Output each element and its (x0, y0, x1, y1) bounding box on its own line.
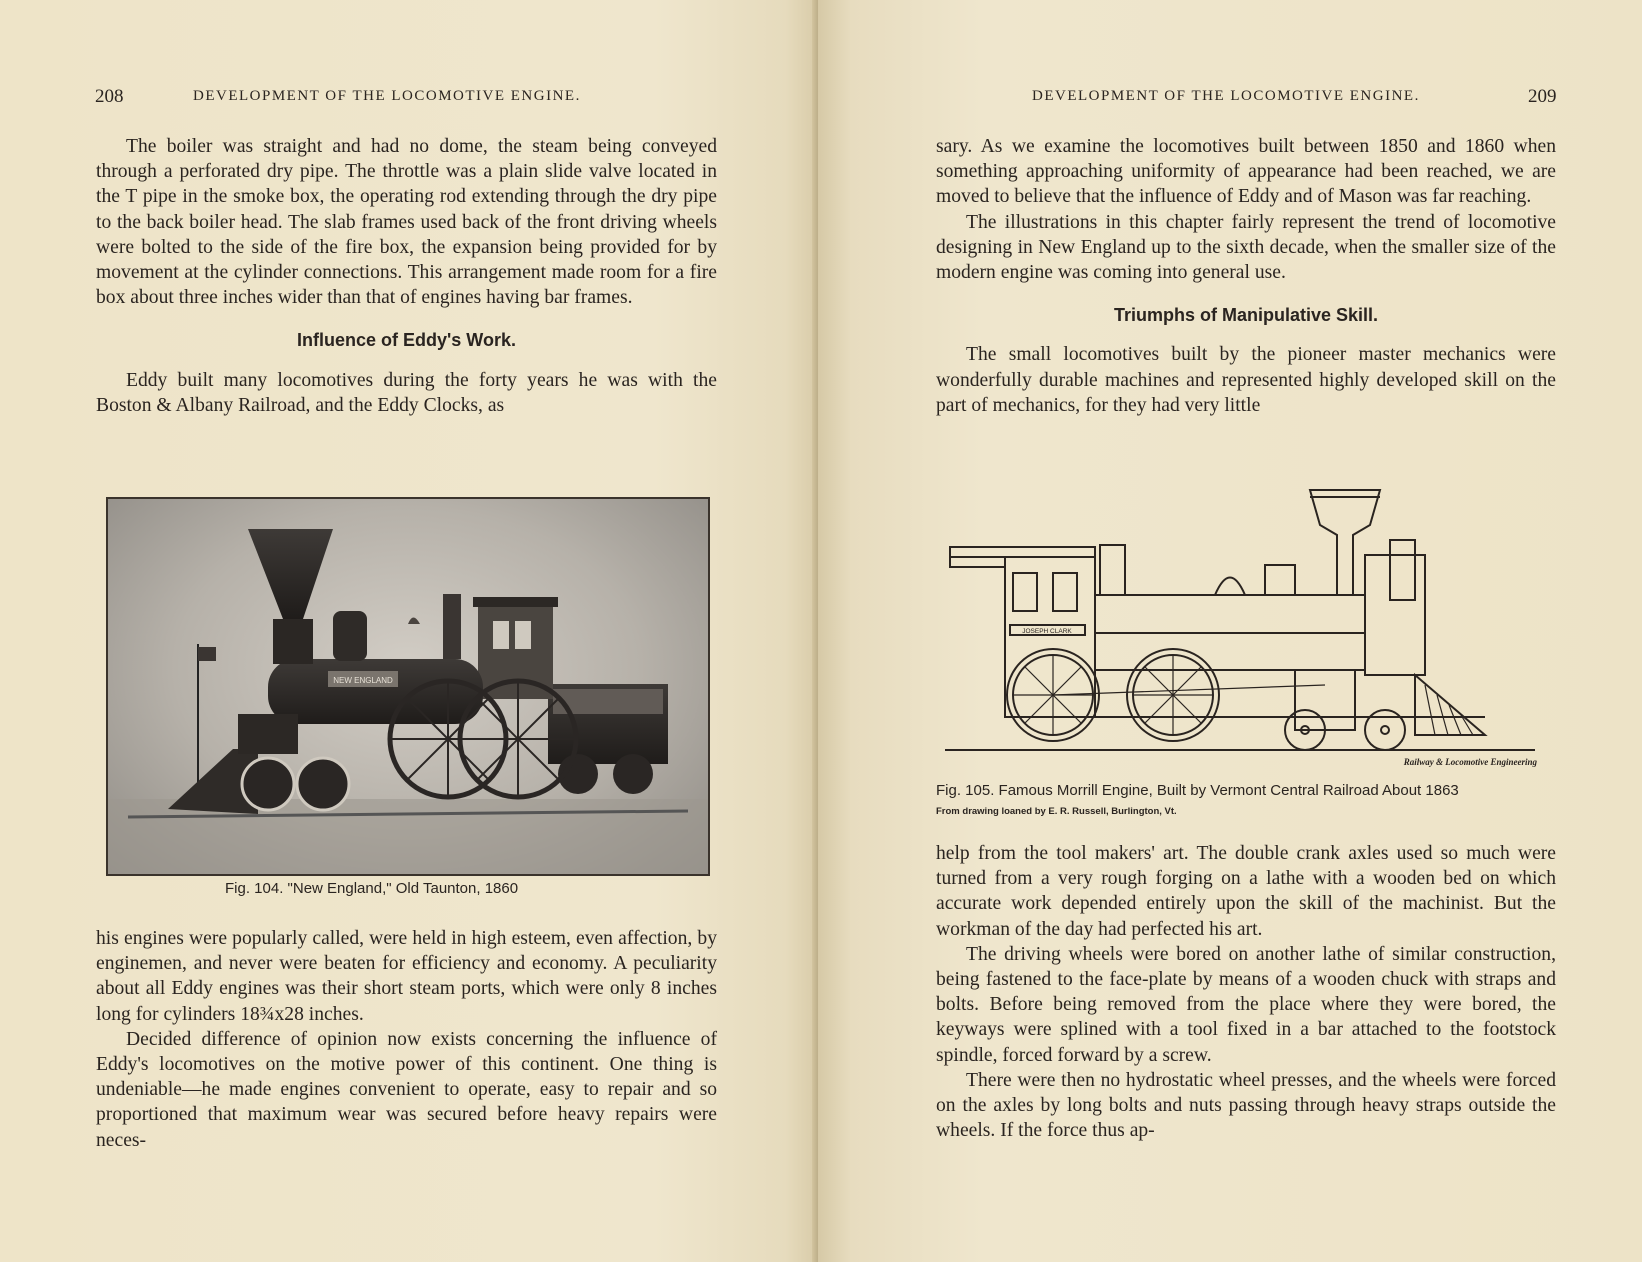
right-paragraph-5: The driving wheels were bored on another lathe of similar construction, being fastened to the face-plate by means of a wooden chuck with straps and bolts. Before being removed from the place where they were bored, the keyways were splined with a tool fixed in a bar attached to the footstock spindle, forced forward by a screw. (936, 943, 1556, 1066)
page-number-right: 209 (1528, 86, 1557, 107)
right-paragraph-6: There were then no hydrostatic wheel presses, and the wheels were forced on the axles by long bolts and nuts passing through heavy straps outside the wheels. If the force thus ap- (936, 1069, 1556, 1142)
right-paragraph-2: The illustrations in this chapter fairly represent the trend of locomotive designing in New England up to the sixth decade, when the smaller size of the modern engine was coming into general use. (936, 211, 1556, 284)
right-column-bottom (936, 841, 1556, 1143)
left-paragraph-2: Eddy built many locomotives during the forty years he was with the Boston & Albany Railroad, and the Eddy Clocks, as (96, 369, 717, 416)
running-head-left: DEVELOPMENT OF THE LOCOMOTIVE ENGINE. (193, 88, 581, 104)
left-column-top (96, 134, 717, 418)
right-paragraph-1: sary. As we examine the locomotives built between 1850 and 1860 when something approaching uniformity of appearance had been reached, we are moved to believe that the influence of Eddy and of Mason was far reaching. (936, 136, 1556, 208)
page-number-left: 208 (95, 86, 124, 107)
morrill-engine-drawing (945, 485, 1545, 770)
figure-105-caption: Fig. 105. Famous Morrill Engine, Built by Vermont Central Railroad About 1863 (936, 782, 1459, 799)
left-paragraph-4: Decided difference of opinion now exists concerning the influence of Eddy's locomotives on the motive power of this continent. One thing is undeniable—he made engines convenient to operate, easy to repair and so proportioned that maximum wear was secured before heavy repairs were neces- (96, 1028, 717, 1151)
right-paragraph-3: The small locomotives built by the pioneer master mechanics were wonderfully durable machines and represented highly developed skill on the part of mechanics, for they had very little (936, 344, 1556, 416)
drawing-credit: Railway & Locomotive Engineering (1403, 757, 1537, 767)
running-head-right: DEVELOPMENT OF THE LOCOMOTIVE ENGINE. (1032, 88, 1420, 104)
figure-104-caption: Fig. 104. "New England," Old Taunton, 1860 (225, 880, 519, 897)
right-column-top (936, 134, 1556, 418)
left-page (0, 0, 818, 1262)
cab-label-joseph-clark: JOSEPH CLARK (1022, 628, 1072, 635)
right-section-heading: Triumphs of Manipulative Skill. (1113, 305, 1379, 326)
left-paragraph-3: his engines were popularly called, were held in high esteem, even affection, by enginemen, and never were beaten for efficiency and economy. A peculiarity about all Eddy engines was their short steam ports, which were only 8 inches long for cylinders 18¾x28 inches. (96, 928, 717, 1025)
left-section-heading: Influence of Eddy's Work. (297, 330, 516, 351)
left-paragraph-1: The boiler was straight and had no dome, the steam being conveyed through a perforated dry pipe. The throttle was a plain slide valve located in the T pipe in the smoke box, the operating rod extending through the dry pipe to the back boiler head. The slab frames used back of the front driving wheels were bolted to the side of the fire box, the expansion being provided for by movement at the cylinder connections. This arrangement made room for a fire box about three inches wider than that of engines having bar frames. (96, 136, 717, 309)
left-column-bottom (96, 926, 717, 1153)
right-paragraph-4: help from the tool makers' art. The double crank axles used so much were turned from a very rough forging on a lathe with a wooden bed on which accurate work depended entirely upon the skill of the machinist. But the workman of the day had perfected his art. (936, 843, 1556, 940)
plate-new-england: NEW ENGLAND (333, 676, 393, 685)
figure-105-source: From drawing loaned by E. R. Russell, Burlington, Vt. (936, 806, 1177, 817)
locomotive-photo-new-england (106, 497, 710, 876)
